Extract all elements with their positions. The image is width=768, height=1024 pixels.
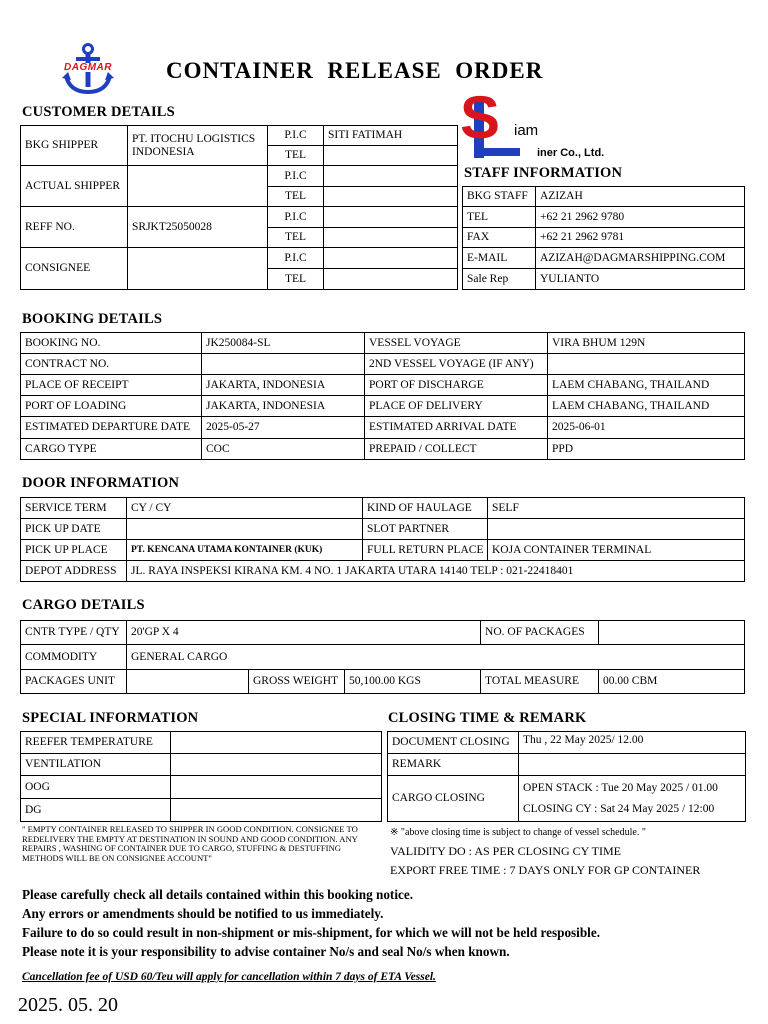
customer-label: CONSIGNEE (21, 248, 128, 290)
packages-unit-label: PACKAGES UNIT (21, 670, 127, 694)
booking-details-heading: BOOKING DETAILS (22, 311, 163, 327)
booking-label: PORT OF DISCHARGE (365, 375, 548, 396)
notice-line: Failure to do so could result in non-shipment or mis-shipment, for which we will not be held resposible. (22, 925, 600, 940)
door-label: FULL RETURN PLACE (363, 540, 488, 561)
notice-line: Please carefully check all details contained within this booking notice. (22, 887, 413, 902)
booking-details-table (20, 332, 745, 460)
cancellation-fee-note: Cancellation fee of USD 60/Teu will apply for cancellation within 7 days of ETA Vessel. (22, 971, 436, 983)
special-label: REEFER TEMPERATURE (21, 732, 171, 754)
total-measure-label: TOTAL MEASURE (481, 670, 599, 694)
special-value (171, 732, 382, 754)
notice-line: Please note it is your responsibility to advise container No/s and seal No/s when known. (22, 944, 510, 959)
cargo-details-table (20, 620, 745, 694)
packages-no-value (599, 621, 745, 645)
booking-label: BOOKING NO. (21, 333, 202, 354)
booking-label: CARGO TYPE (21, 439, 202, 460)
commodity-label: COMMODITY (21, 645, 127, 670)
cargo-details-heading: CARGO DETAILS (22, 597, 145, 613)
staff-value: +62 21 2962 9781 (536, 228, 745, 248)
tel-value (324, 269, 458, 290)
liner-logo-line2: iner Co., Ltd. (537, 147, 605, 159)
pic-label: P.I.C (268, 126, 324, 146)
cntr-type-value: 20'GP X 4 (127, 621, 481, 645)
special-value (171, 776, 382, 799)
staff-label: TEL (463, 207, 536, 228)
gross-weight-label: GROSS WEIGHT (249, 670, 345, 694)
booking-value (548, 354, 745, 375)
booking-value: JAKARTA, INDONESIA (202, 375, 365, 396)
depot-address-label: DEPOT ADDRESS (21, 561, 127, 582)
customer-details-heading: CUSTOMER DETAILS (22, 104, 175, 120)
closing-cy: CLOSING CY : Sat 24 May 2025 / 12:00 (523, 802, 715, 815)
export-free-time: EXPORT FREE TIME : 7 DAYS ONLY FOR GP CONTAINER (390, 863, 701, 877)
dagmar-logo (56, 42, 120, 96)
tel-value (324, 228, 458, 248)
booking-value: LAEM CHABANG, THAILAND (548, 396, 745, 417)
special-label: VENTILATION (21, 754, 171, 776)
tel-label: TEL (268, 187, 324, 207)
packages-unit-value (127, 670, 249, 694)
remark-label: REMARK (388, 754, 519, 776)
door-label: PICK UP DATE (21, 519, 127, 540)
page-title: CONTAINER RELEASE ORDER (166, 58, 544, 83)
pic-value: SITI FATIMAH (324, 126, 458, 146)
booking-label: PREPAID / COLLECT (365, 439, 548, 460)
booking-value: PPD (548, 439, 745, 460)
tel-value (324, 187, 458, 207)
closing-time-note: ※ "above closing time is subject to change of vessel schedule. " (390, 827, 646, 838)
logo-text: DAGMAR (64, 62, 112, 73)
special-value (171, 754, 382, 776)
commodity-value: GENERAL CARGO (127, 645, 745, 670)
booking-label: ESTIMATED DEPARTURE DATE (21, 417, 202, 439)
door-value (488, 519, 745, 540)
door-information-heading: DOOR INFORMATION (22, 475, 180, 491)
special-label: OOG (21, 776, 171, 799)
door-information-table (20, 497, 745, 582)
booking-value: 2025-06-01 (548, 417, 745, 439)
tel-label: TEL (268, 269, 324, 290)
customer-value (128, 248, 268, 290)
staff-value: +62 21 2962 9780 (536, 207, 745, 228)
siam-liner-logo (460, 84, 610, 160)
staff-label: E-MAIL (463, 248, 536, 269)
booking-label: ESTIMATED ARRIVAL DATE (365, 417, 548, 439)
pic-value (324, 248, 458, 269)
customer-value: PT. ITOCHU LOGISTICS INDONESIA (128, 126, 268, 166)
pic-value (324, 207, 458, 228)
depot-address-value: JL. RAYA INSPEKSI KIRANA KM. 4 NO. 1 JAKARTA UTARA 14140 TELP : 021-22418401 (127, 561, 745, 582)
booking-label: VESSEL VOYAGE (365, 333, 548, 354)
booking-value: 2025-05-27 (202, 417, 365, 439)
customer-label: ACTUAL SHIPPER (21, 166, 128, 207)
remark-value (519, 754, 746, 776)
document-closing-value: Thu , 22 May 2025/ 12.00 (519, 732, 746, 754)
validity-do: VALIDITY DO : AS PER CLOSING CY TIME (390, 844, 622, 858)
pic-label: P.I.C (268, 207, 324, 228)
door-value (127, 519, 363, 540)
door-label: SLOT PARTNER (363, 519, 488, 540)
cargo-closing-value (519, 776, 746, 822)
booking-value: JAKARTA, INDONESIA (202, 396, 365, 417)
pic-label: P.I.C (268, 248, 324, 269)
staff-label: FAX (463, 228, 536, 248)
booking-label: 2ND VESSEL VOYAGE (IF ANY) (365, 354, 548, 375)
booking-value: LAEM CHABANG, THAILAND (548, 375, 745, 396)
gross-weight-value: 50,100.00 KGS (345, 670, 481, 694)
document-closing-label: DOCUMENT CLOSING (388, 732, 519, 754)
staff-label: BKG STAFF (463, 187, 536, 207)
staff-value: AZIZAH@DAGMARSHIPPING.COM (536, 248, 745, 269)
door-value: KOJA CONTAINER TERMINAL (488, 540, 745, 561)
staff-value: AZIZAH (536, 187, 745, 207)
tel-value (324, 146, 458, 166)
notice-line: Any errors or amendments should be notified to us immediately. (22, 906, 384, 921)
closing-time-table (387, 731, 746, 822)
booking-label: CONTRACT NO. (21, 354, 202, 375)
booking-value: COC (202, 439, 365, 460)
special-value (171, 799, 382, 822)
staff-value: YULIANTO (536, 269, 745, 290)
staff-information-heading: STAFF INFORMATION (464, 165, 623, 181)
cntr-type-label: CNTR TYPE / QTY (21, 621, 127, 645)
door-value: SELF (488, 498, 745, 519)
packages-no-label: NO. OF PACKAGES (481, 621, 599, 645)
booking-label: PLACE OF DELIVERY (365, 396, 548, 417)
total-measure-value: 00.00 CBM (599, 670, 745, 694)
door-label: KIND OF HAULAGE (363, 498, 488, 519)
customer-value (128, 166, 268, 207)
booking-value: JK250084-SL (202, 333, 365, 354)
liner-logo-big: S (460, 84, 501, 151)
pic-label: P.I.C (268, 166, 324, 187)
door-value: PT. KENCANA UTAMA KONTAINER (KUK) (127, 540, 363, 561)
tel-label: TEL (268, 228, 324, 248)
notices (22, 885, 752, 961)
door-label: SERVICE TERM (21, 498, 127, 519)
booking-value: VIRA BHUM 129N (548, 333, 745, 354)
closing-time-heading: CLOSING TIME & REMARK (388, 710, 587, 726)
staff-information-table (462, 186, 745, 290)
customer-label: REFF NO. (21, 207, 128, 248)
customer-label: BKG SHIPPER (21, 126, 128, 166)
cargo-closing-label: CARGO CLOSING (388, 776, 519, 822)
door-label: PICK UP PLACE (21, 540, 127, 561)
booking-label: PORT OF LOADING (21, 396, 202, 417)
open-stack: OPEN STACK : Tue 20 May 2025 / 01.00 (523, 781, 718, 794)
pic-value (324, 166, 458, 187)
customer-value: SRJKT25050028 (128, 207, 268, 248)
booking-label: PLACE OF RECEIPT (21, 375, 202, 396)
special-information-heading: SPECIAL INFORMATION (22, 710, 199, 726)
special-label: DG (21, 799, 171, 822)
special-information-table (20, 731, 382, 822)
tel-label: TEL (268, 146, 324, 166)
empty-container-note: " EMPTY CONTAINER RELEASED TO SHIPPER IN GOOD CONDITION. CONSIGNEE TO REDELIVERY THE EMPTY AT DESTINATION IN SOUND AND GOOD CONDITION. ANY REPAIRS , WASHING OF CONTAINER DUE TO CARGO, STUFFING & DESTUFFING METHODS WILL BE ON CONSIGNEE ACCOUNT" (22, 824, 358, 863)
liner-logo-line1: iam (514, 122, 539, 139)
document-date: 2025. 05. 20 (18, 994, 118, 1016)
door-value: CY / CY (127, 498, 363, 519)
staff-label: Sale Rep (463, 269, 536, 290)
customer-details-table (20, 125, 458, 290)
booking-value (202, 354, 365, 375)
